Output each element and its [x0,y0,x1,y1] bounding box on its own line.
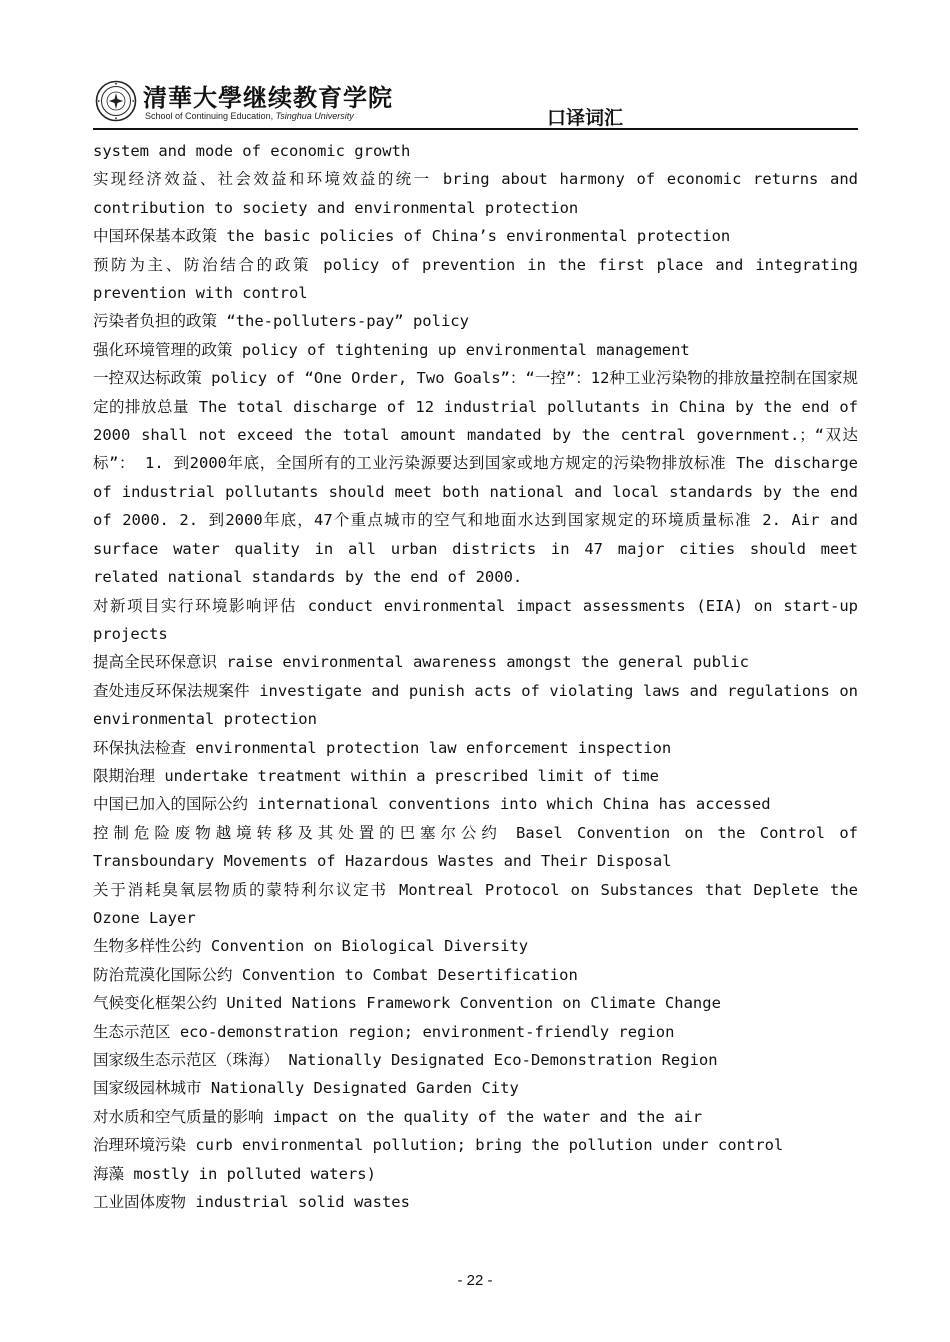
vocab-entry: 工业固体废物 industrial solid wastes [93,1193,410,1212]
logo-english-prefix: School of Continuing Education, [145,111,276,121]
logo-chinese-name: 清華大學继续教育学院 [143,84,393,112]
vocab-entry: 提高全民环保意识 raise environmental awareness amongst the general public [93,653,749,672]
vocab-entry: 国家级园林城市 Nationally Designated Garden City [93,1079,519,1098]
vocab-entry: 中国已加入的国际公约 international conventions into which China has accessed [93,795,771,814]
vocabulary-list [93,137,858,1216]
vocab-entry: 限期治理 undertake treatment within a prescribed limit of time [93,766,659,785]
section-title: 口译词汇 [547,107,624,129]
logo-english-university: Tsinghua University [275,111,354,121]
vocab-entry: 预防为主、防治结合的政策 policy of prevention in the first place and integrating prevention with control [93,255,858,303]
vocab-entry: 强化环境管理的政策 policy of tightening up environmental management [93,340,690,359]
header-divider [93,128,858,130]
vocab-entry: 生态示范区 eco-demonstration region; environment-friendly region [93,1022,675,1041]
vocab-entry: 治理环境污染 curb environmental pollution; bring the pollution under control [93,1136,784,1155]
tsinghua-seal-icon [95,80,137,122]
vocab-entry: 中国环保基本政策 the basic policies of China’s environmental protection [93,227,731,246]
vocab-entry: 对水质和空气质量的影响 impact on the quality of the water and the air [93,1107,703,1126]
vocab-entry: 一控双达标政策 policy of “One Order, Two Goals”：“一控”：12种工业污染物的排放量控制在国家规定的排放总量 The total discharge of 12 industrial pollutants in China by the end of 2000 shall not exceed the total amount mandated by the central government.；“双达标”： 1. 到2000年底，全国所有的工业污染源要达到国家或地方规定的污染物排放标准 The discharge of industrial pollutants should meet both national and local standards by the end of 2000. 2. 到2000年底，47个重点城市的空气和地面水达到国家规定的环境质量标准 2. Air and surface water quality in all urban districts in 47 major cities should meet related national standards by the end of 2000. [93,369,858,587]
page-number: - 22 - [457,1272,493,1289]
vocab-entry: 实现经济效益、社会效益和环境效益的统一 bring about harmony of economic returns and contribution to society and environmental protection [93,170,858,217]
vocab-entry: 污染者负担的政策 “the-polluters-pay” policy [93,312,469,331]
vocab-entry: system and mode of economic growth [93,142,411,160]
university-logo [93,76,393,126]
vocab-entry: 查处违反环保法规案件 investigate and punish acts of violating laws and regulations on environmental protection [93,681,858,729]
vocab-entry: 控制危险废物越境转移及其处置的巴塞尔公约 Basel Convention on the Control of Transboundary Movements of Hazardous Wastes and Their Disposal [93,823,858,871]
vocab-entry: 关于消耗臭氧层物质的蒙特利尔议定书 Montreal Protocol on Substances that Deplete the Ozone Layer [93,880,858,927]
vocab-entry: 国家级生态示范区（珠海） Nationally Designated Eco-Demonstration Region [93,1051,718,1069]
vocab-entry: 防治荒漠化国际公约 Convention to Combat Desertification [93,965,578,984]
vocab-entry: 生物多样性公约 Convention on Biological Diversity [93,937,529,956]
vocab-entry: 海藻 mostly in polluted waters) [93,1164,376,1183]
vocab-entry: 对新项目实行环境影响评估 conduct environmental impact assessments (EIA) on start-up projects [93,596,858,643]
logo-english-name [145,111,354,121]
vocab-entry: 气候变化框架公约 United Nations Framework Convention on Climate Change [93,994,721,1013]
page-header [93,76,858,132]
vocab-entry: 环保执法检查 environmental protection law enforcement inspection [93,738,672,757]
